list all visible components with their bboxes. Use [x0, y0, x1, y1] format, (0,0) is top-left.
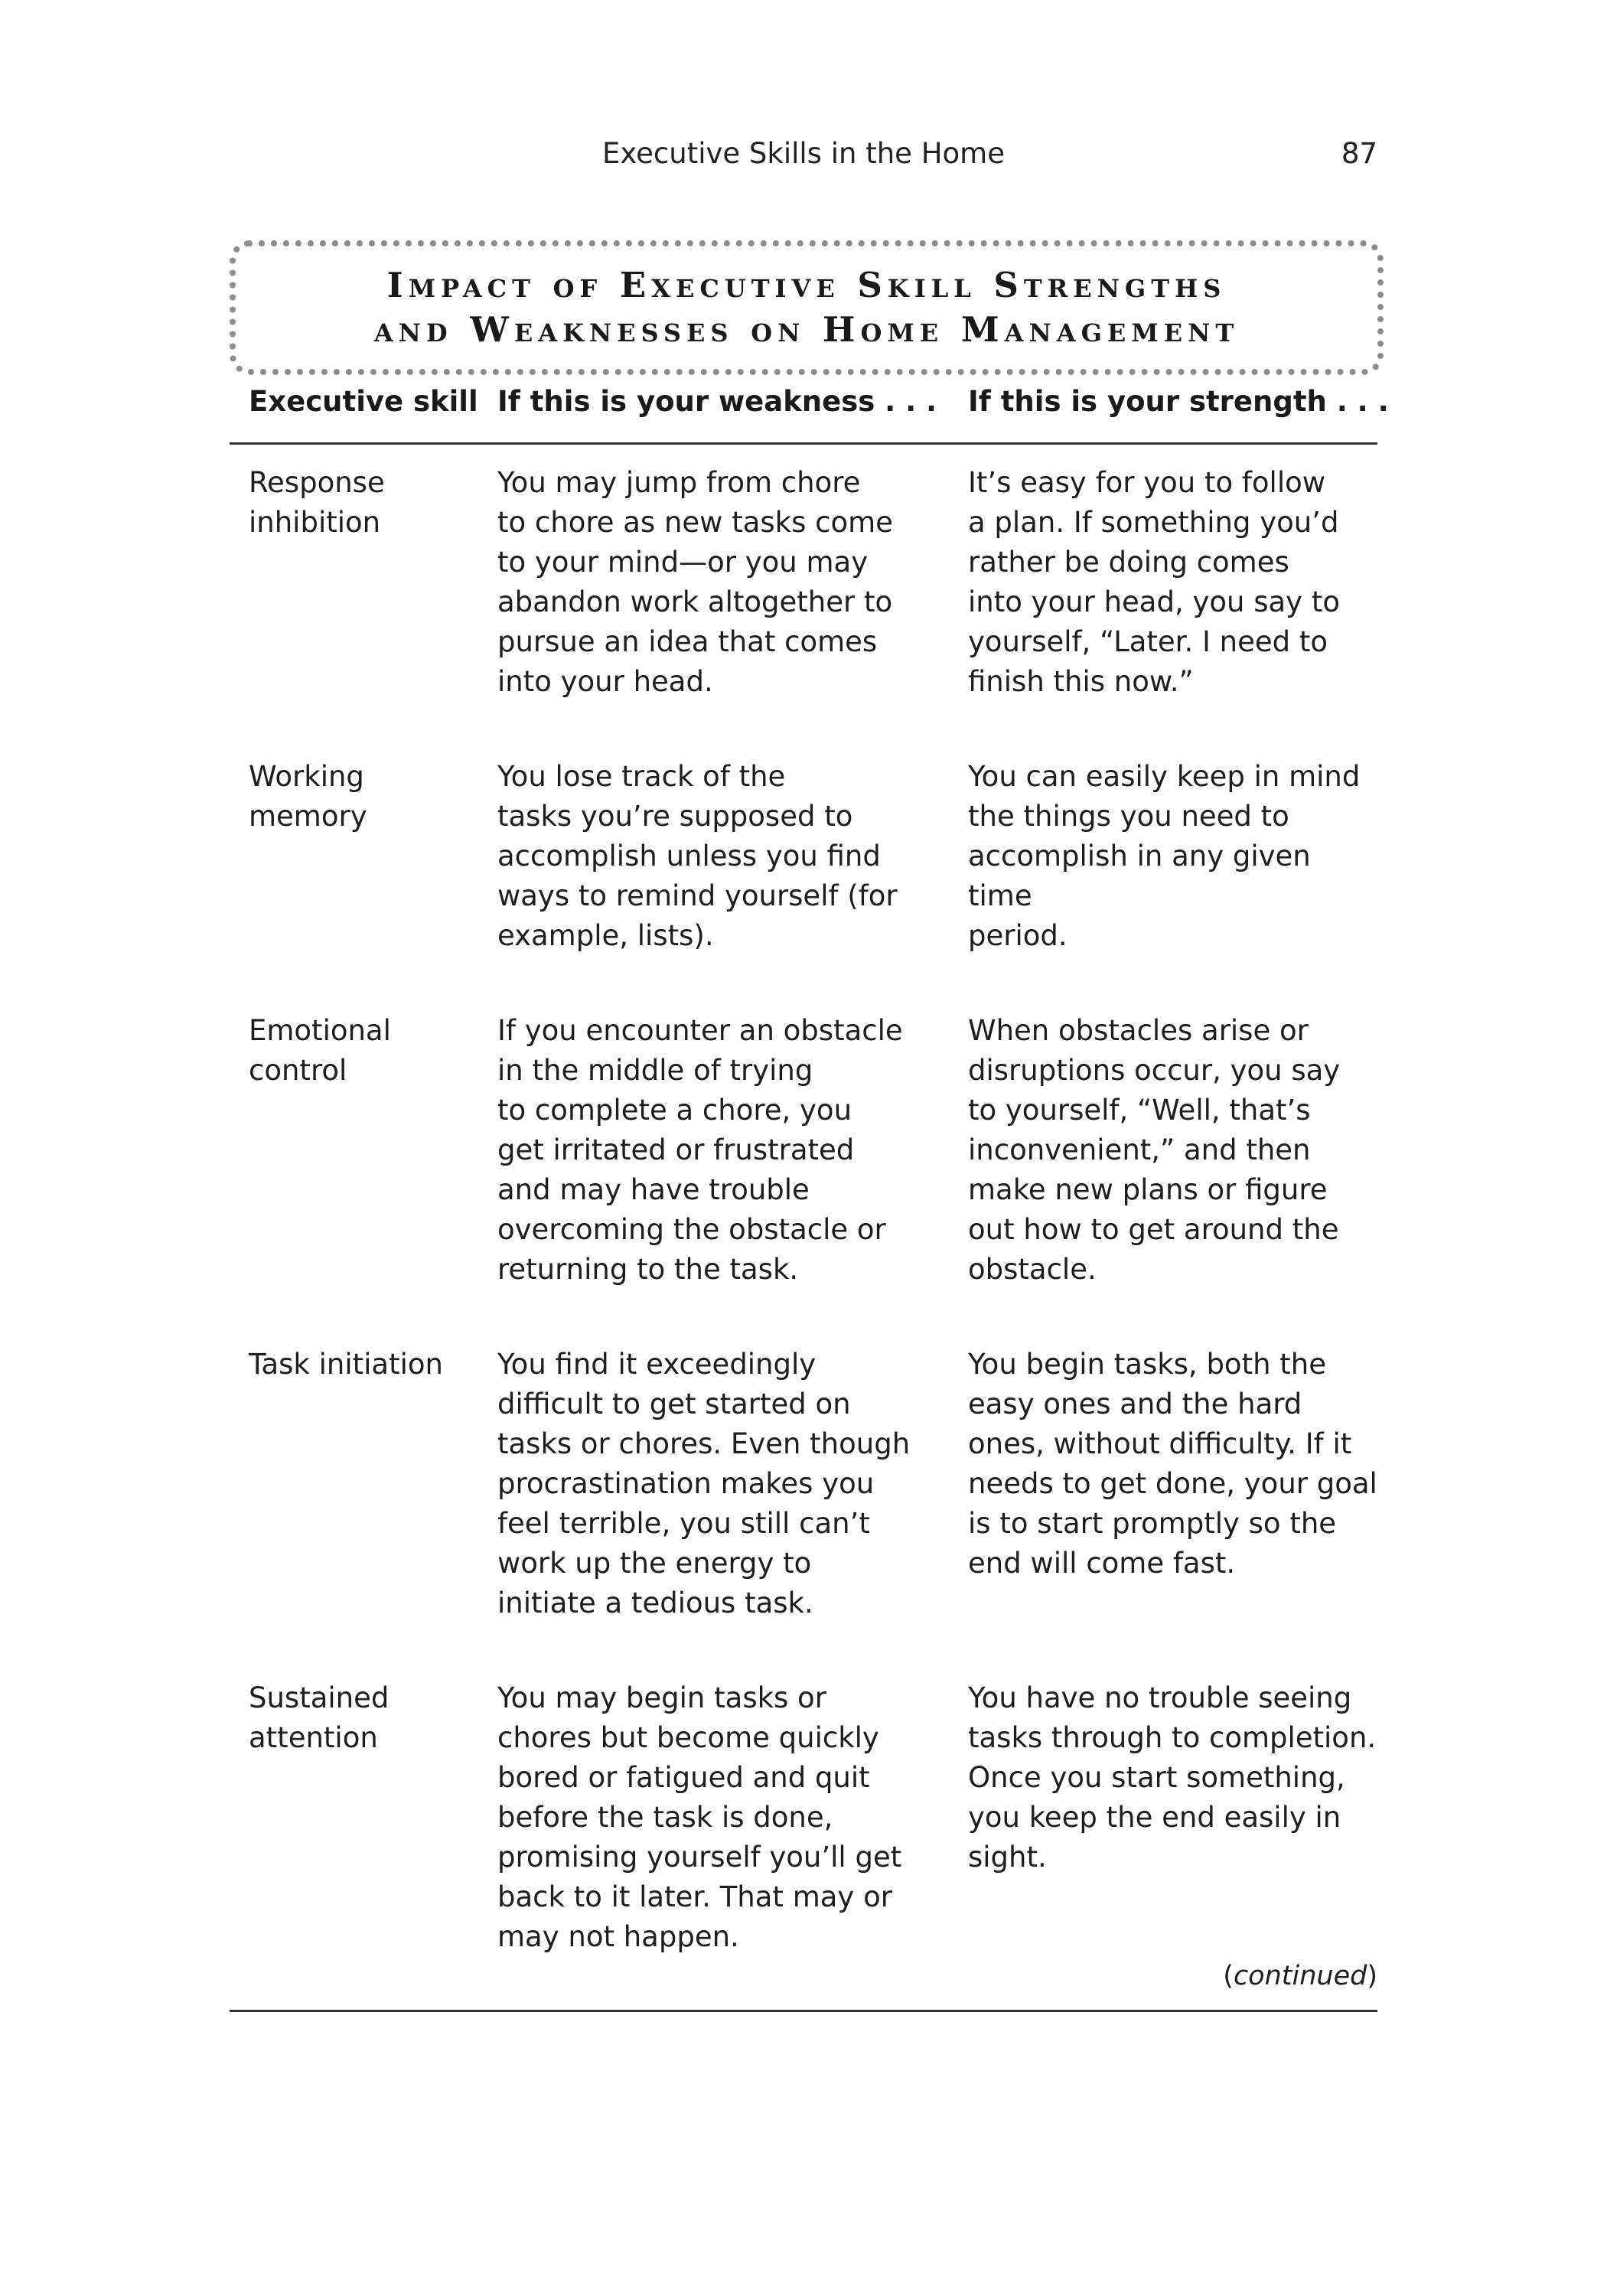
cell-line: and may have trouble	[497, 1173, 810, 1206]
cell-line: ones, without difficulty. If it	[968, 1427, 1352, 1460]
weakness-cell	[497, 463, 949, 702]
continued-label: continued	[1233, 1961, 1367, 1991]
cell-line: into your head, you say to	[968, 585, 1340, 618]
strength-cell	[968, 1678, 1377, 1877]
cell-line: tasks or chores. Even though	[497, 1427, 911, 1460]
cell-line: inhibition	[249, 506, 381, 539]
skill-cell	[249, 757, 486, 837]
cell-line: returning to the task.	[497, 1253, 799, 1286]
cell-line: bored or fatigued and quit	[497, 1761, 870, 1794]
cell-line: chores but become quickly	[497, 1721, 879, 1754]
cell-line: into your head.	[497, 665, 713, 698]
continued-paren-close: )	[1367, 1961, 1377, 1991]
running-head	[230, 135, 1377, 173]
page-number: 87	[1341, 137, 1377, 170]
strength-cell	[968, 463, 1377, 702]
cell-line: to complete a chore, you	[497, 1094, 852, 1127]
strength-cell	[968, 757, 1377, 956]
cell-line: control	[249, 1054, 347, 1087]
cell-line: out how to get around the	[968, 1213, 1339, 1246]
weakness-cell	[497, 1011, 949, 1290]
cell-line: work up the energy to	[497, 1547, 812, 1580]
cell-line: abandon work altogether to	[497, 585, 893, 618]
cell-line: is to start promptly so the	[968, 1507, 1337, 1540]
skill-cell	[249, 1011, 486, 1091]
cell-line: accomplish unless you find	[497, 840, 881, 872]
strength-cell	[968, 1345, 1377, 1583]
cell-line: a plan. If something you’d	[968, 506, 1339, 539]
weakness-cell	[497, 1678, 949, 1957]
cell-line: You lose track of the	[497, 760, 786, 793]
cell-line: procrastination makes you	[497, 1467, 875, 1500]
continued-note	[1223, 1958, 1377, 1994]
cell-line: to chore as new tasks come	[497, 506, 893, 539]
cell-line: yourself, “Later. I need to	[968, 625, 1328, 658]
skills-table	[230, 375, 1389, 1953]
cell-line: get irritated or frustrated	[497, 1133, 855, 1166]
cell-line: promising yourself you’ll get	[497, 1841, 902, 1874]
cell-line: accomplish in any given time	[968, 840, 1311, 912]
cell-line: You have no trouble seeing	[968, 1681, 1352, 1714]
cell-line: attention	[249, 1721, 378, 1754]
cell-line: difficult to get started on	[497, 1388, 851, 1420]
cell-line: disruptions occur, you say	[968, 1054, 1341, 1087]
cell-line: Once you start something,	[968, 1761, 1345, 1794]
cell-line: rather be doing comes	[968, 546, 1289, 579]
cell-line: sight.	[968, 1841, 1047, 1874]
cell-line: may not happen.	[497, 1920, 739, 1953]
cell-line: you keep the end easily in	[968, 1801, 1341, 1834]
header-executive-skill: Executive skill	[249, 385, 478, 418]
table-title-box	[230, 240, 1384, 375]
cell-line: You find it exceedingly	[497, 1348, 817, 1381]
cell-line: tasks through to completion.	[968, 1721, 1377, 1754]
skill-cell	[249, 463, 486, 543]
strength-cell	[968, 1011, 1377, 1290]
header-strength: If this is your strength . . .	[968, 385, 1389, 418]
cell-line: ways to remind yourself (for	[497, 879, 898, 912]
header-weakness: If this is your weakness . . .	[497, 385, 937, 418]
cell-line: If you encounter an obstacle	[497, 1014, 903, 1047]
cell-line: feel terrible, you still can’t	[497, 1507, 870, 1540]
cell-line: needs to get done, your goal	[968, 1467, 1377, 1500]
cell-line: in the middle of trying	[497, 1054, 813, 1087]
cell-line: memory	[249, 800, 367, 833]
cell-line: You can easily keep in mind	[968, 760, 1361, 793]
weakness-cell	[497, 1345, 949, 1623]
cell-line: easy ones and the hard	[968, 1388, 1302, 1420]
cell-line: example, lists).	[497, 919, 714, 952]
cell-line: tasks you’re supposed to	[497, 800, 853, 833]
cell-line: obstacle.	[968, 1253, 1097, 1286]
cell-line: initiate a tedious task.	[497, 1587, 813, 1619]
table-header-row	[230, 375, 1389, 445]
cell-line: to yourself, “Well, that’s	[968, 1094, 1311, 1127]
table-title-line-1: Impact of Executive Skill Strengths	[386, 265, 1227, 305]
table-title-line-2: and Weaknesses on Home Management	[373, 309, 1240, 350]
skill-cell	[249, 1345, 486, 1384]
cell-line: to your mind—or you may	[497, 546, 869, 579]
cell-line: the things you need to	[968, 800, 1289, 833]
weakness-cell	[497, 757, 949, 956]
cell-line: You may begin tasks or	[497, 1681, 826, 1714]
continued-paren-open: (	[1223, 1961, 1234, 1991]
cell-line: Response	[249, 466, 385, 499]
cell-line: end will come fast.	[968, 1547, 1236, 1580]
cell-line: overcoming the obstacle or	[497, 1213, 886, 1246]
cell-line: back to it later. That may or	[497, 1880, 892, 1913]
cell-line: Working	[249, 760, 364, 793]
skill-cell	[249, 1678, 486, 1758]
cell-line: When obstacles arise or	[968, 1014, 1309, 1047]
cell-line: Task initiation	[249, 1348, 443, 1381]
cell-line: pursue an idea that comes	[497, 625, 878, 658]
cell-line: Sustained	[249, 1681, 390, 1714]
cell-line: inconvenient,” and then	[968, 1133, 1311, 1166]
running-title: Executive Skills in the Home	[602, 137, 1005, 170]
cell-line: It’s easy for you to follow	[968, 466, 1325, 499]
cell-line: You begin tasks, both the	[968, 1348, 1327, 1381]
cell-line: You may jump from chore	[497, 466, 861, 499]
cell-line: period.	[968, 919, 1068, 952]
cell-line: make new plans or figure	[968, 1173, 1328, 1206]
cell-line: Emotional	[249, 1014, 391, 1047]
bottom-rule	[230, 2010, 1377, 2012]
cell-line: before the task is done,	[497, 1801, 833, 1834]
cell-line: finish this now.”	[968, 665, 1194, 698]
